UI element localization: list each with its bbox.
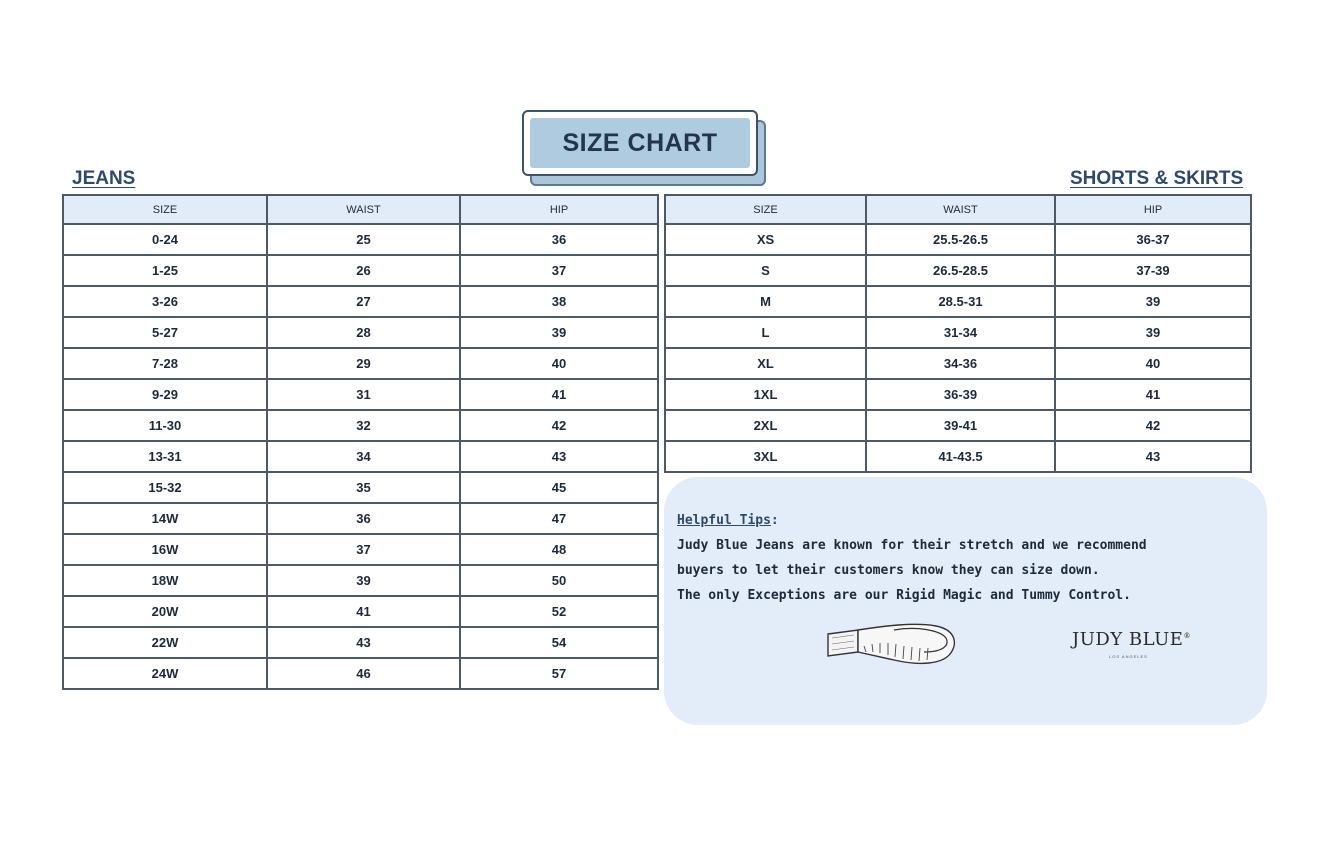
tips-heading	[677, 513, 779, 528]
jeans-waist-cell: 36	[267, 503, 460, 534]
jeans-size-cell: 9-29	[63, 379, 267, 410]
brand-subtitle: LOS ANGELES	[1109, 654, 1148, 659]
jeans-table-row	[63, 410, 658, 441]
jeans-hip-cell: 50	[460, 565, 658, 596]
page-title: SIZE CHART	[530, 118, 750, 168]
jeans-waist-cell: 43	[267, 627, 460, 658]
jeans-waist-cell: 46	[267, 658, 460, 689]
jeans-hip-cell: 42	[460, 410, 658, 441]
shorts-size-cell: XL	[665, 348, 866, 379]
shorts-table-row	[665, 286, 1251, 317]
jeans-waist-cell: 32	[267, 410, 460, 441]
shorts-size-cell: XS	[665, 224, 866, 255]
jeans-table-row	[63, 255, 658, 286]
size-chart-title-badge	[522, 110, 768, 190]
jeans-section-title: JEANS	[72, 168, 136, 189]
jeans-size-cell: 11-30	[63, 410, 267, 441]
shorts-hip-cell: 37-39	[1055, 255, 1251, 286]
jeans-size-cell: 1-25	[63, 255, 267, 286]
jeans-hip-cell: 47	[460, 503, 658, 534]
jeans-header-hip: HIP	[460, 195, 658, 224]
shorts-hip-cell: 43	[1055, 441, 1251, 472]
jeans-size-cell: 18W	[63, 565, 267, 596]
tips-line-3: The only Exceptions are our Rigid Magic and Tummy Control.	[677, 588, 1131, 603]
shorts-hip-cell: 39	[1055, 317, 1251, 348]
jeans-waist-cell: 29	[267, 348, 460, 379]
shorts-waist-cell: 36-39	[866, 379, 1055, 410]
shorts-waist-cell: 39-41	[866, 410, 1055, 441]
shorts-waist-cell: 26.5-28.5	[866, 255, 1055, 286]
jeans-waist-cell: 25	[267, 224, 460, 255]
shorts-size-cell: 2XL	[665, 410, 866, 441]
shorts-skirts-size-table	[664, 194, 1252, 473]
jeans-size-cell: 0-24	[63, 224, 267, 255]
jeans-size-cell: 15-32	[63, 472, 267, 503]
jeans-size-cell: 22W	[63, 627, 267, 658]
jeans-header-row	[63, 195, 658, 224]
jeans-hip-cell: 54	[460, 627, 658, 658]
jeans-size-cell: 7-28	[63, 348, 267, 379]
brand-name: JUDY BLUE	[1072, 629, 1184, 650]
jeans-waist-cell: 39	[267, 565, 460, 596]
shorts-table-row	[665, 348, 1251, 379]
jeans-hip-cell: 43	[460, 441, 658, 472]
shorts-header-waist: WAIST	[866, 195, 1055, 224]
jeans-table-row	[63, 224, 658, 255]
jeans-waist-cell: 31	[267, 379, 460, 410]
shorts-waist-cell: 41-43.5	[866, 441, 1055, 472]
jeans-table-row	[63, 286, 658, 317]
shorts-size-cell: 1XL	[665, 379, 866, 410]
shorts-hip-cell: 41	[1055, 379, 1251, 410]
title-badge-frame	[522, 110, 758, 176]
jeans-size-cell: 14W	[63, 503, 267, 534]
helpful-tips-card	[664, 477, 1267, 725]
shorts-section-title: SHORTS & SKIRTS	[1070, 168, 1244, 189]
shorts-hip-cell: 36-37	[1055, 224, 1251, 255]
jeans-waist-cell: 37	[267, 534, 460, 565]
jeans-hip-cell: 39	[460, 317, 658, 348]
shorts-size-cell: L	[665, 317, 866, 348]
jeans-waist-cell: 35	[267, 472, 460, 503]
jeans-hip-cell: 40	[460, 348, 658, 379]
shorts-waist-cell: 34-36	[866, 348, 1055, 379]
jeans-size-cell: 20W	[63, 596, 267, 627]
tips-line-1: Judy Blue Jeans are known for their stretch and we recommend	[677, 538, 1147, 553]
shorts-waist-cell: 25.5-26.5	[866, 224, 1055, 255]
tips-heading-text: Helpful Tips	[677, 513, 771, 528]
shorts-table-row	[665, 255, 1251, 286]
shorts-table-row	[665, 224, 1251, 255]
shorts-header-hip: HIP	[1055, 195, 1251, 224]
jeans-hip-cell: 37	[460, 255, 658, 286]
jeans-size-table	[62, 194, 659, 690]
jeans-table-row	[63, 596, 658, 627]
jeans-size-cell: 13-31	[63, 441, 267, 472]
jeans-waist-cell: 26	[267, 255, 460, 286]
jeans-waist-cell: 34	[267, 441, 460, 472]
jeans-table-row	[63, 658, 658, 689]
jeans-waist-cell: 41	[267, 596, 460, 627]
jeans-hip-cell: 48	[460, 534, 658, 565]
judy-blue-logo	[1072, 629, 1191, 650]
jeans-waist-cell: 27	[267, 286, 460, 317]
jeans-table-row	[63, 379, 658, 410]
jeans-size-cell: 24W	[63, 658, 267, 689]
jeans-hip-cell: 36	[460, 224, 658, 255]
shorts-table-row	[665, 410, 1251, 441]
jeans-size-cell: 16W	[63, 534, 267, 565]
jeans-hip-cell: 57	[460, 658, 658, 689]
shorts-size-cell: M	[665, 286, 866, 317]
measuring-tape-icon	[824, 622, 960, 672]
brand-registered-mark: ®	[1183, 632, 1191, 640]
shorts-hip-cell: 40	[1055, 348, 1251, 379]
jeans-size-cell: 3-26	[63, 286, 267, 317]
shorts-hip-cell: 42	[1055, 410, 1251, 441]
jeans-table-row	[63, 627, 658, 658]
jeans-waist-cell: 28	[267, 317, 460, 348]
jeans-table-row	[63, 534, 658, 565]
tips-line-2: buyers to let their customers know they can size down.	[677, 563, 1100, 578]
shorts-size-cell: S	[665, 255, 866, 286]
shorts-hip-cell: 39	[1055, 286, 1251, 317]
jeans-hip-cell: 52	[460, 596, 658, 627]
shorts-header-row	[665, 195, 1251, 224]
jeans-table-row	[63, 441, 658, 472]
jeans-size-cell: 5-27	[63, 317, 267, 348]
jeans-table-row	[63, 317, 658, 348]
jeans-table-row	[63, 503, 658, 534]
shorts-waist-cell: 28.5-31	[866, 286, 1055, 317]
shorts-table-row	[665, 317, 1251, 348]
jeans-hip-cell: 38	[460, 286, 658, 317]
shorts-header-size: SIZE	[665, 195, 866, 224]
tips-heading-colon: :	[770, 513, 779, 528]
jeans-hip-cell: 41	[460, 379, 658, 410]
jeans-table-row	[63, 472, 658, 503]
jeans-header-size: SIZE	[63, 195, 267, 224]
jeans-header-waist: WAIST	[267, 195, 460, 224]
shorts-waist-cell: 31-34	[866, 317, 1055, 348]
jeans-table-row	[63, 348, 658, 379]
shorts-table-row	[665, 379, 1251, 410]
jeans-table-row	[63, 565, 658, 596]
shorts-table-row	[665, 441, 1251, 472]
jeans-hip-cell: 45	[460, 472, 658, 503]
shorts-size-cell: 3XL	[665, 441, 866, 472]
